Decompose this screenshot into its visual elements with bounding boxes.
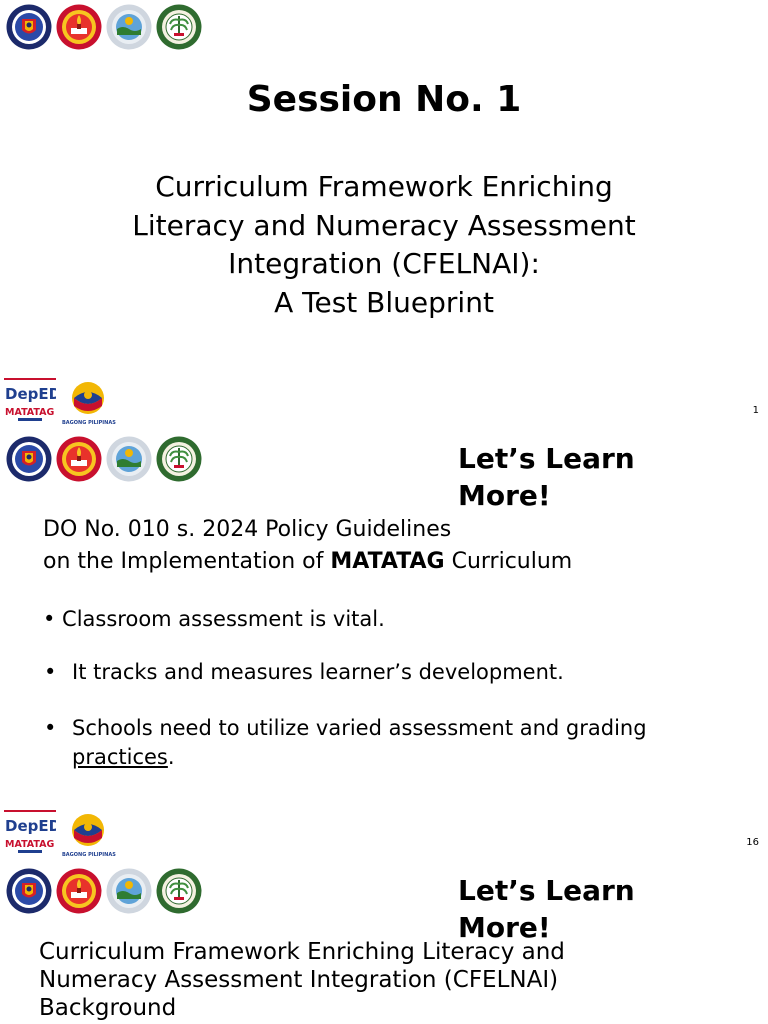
bullet-classroom-assessment: • Classroom assessment is vital. [43, 607, 385, 631]
subtitle-line: Curriculum Framework Enriching [155, 170, 613, 203]
bullet-dot: • [44, 660, 57, 684]
bagong-pilipinas-wordmark: BAGONG PILIPINAS [62, 852, 116, 858]
lets-learn-more-heading [458, 440, 718, 514]
bullet-text-part: Schools need to utilize varied assessment and grading [72, 716, 647, 740]
lets-learn-more-heading [458, 872, 718, 946]
bullet-text-part: . [167, 745, 175, 769]
division-of-laguna-seal-icon [106, 868, 152, 914]
heading-line: Let’s Learn [458, 874, 635, 907]
policy-line [43, 546, 743, 578]
bullet-dot: • [44, 716, 57, 740]
session-title: Session No. 1 [246, 79, 522, 120]
footer-logos [4, 810, 124, 860]
seal-logo-row [6, 436, 206, 484]
subtitle-line: Integration (CFELNAI): [228, 247, 540, 280]
deped-seal-icon [6, 4, 52, 50]
deped-wordmark: DepED [5, 817, 56, 835]
deped-seal-icon [6, 436, 52, 482]
national-high-school-seal-icon [156, 436, 202, 482]
seal-logo-row [6, 868, 206, 916]
heading-line: Let’s Learn [458, 442, 635, 475]
background-line: Background [39, 995, 177, 1021]
slide-3 [0, 864, 768, 1024]
page-number: 16 [746, 837, 759, 848]
subtitle-line: Literacy and Numeracy Assessment [132, 208, 636, 242]
tanggapan-seal-icon [56, 436, 102, 482]
national-high-school-seal-icon [156, 4, 202, 50]
matatag-wordmark: MATATAG [5, 839, 55, 850]
division-of-laguna-seal-icon [106, 4, 152, 50]
bagong-pilipinas-logo [62, 380, 116, 426]
cfelnai-background-text [39, 938, 739, 1022]
heading-line: More! [458, 911, 551, 944]
policy-line-text: on the Implementation of [43, 549, 331, 574]
background-line: Numeracy Assessment Integration (CFELNAI) [39, 967, 559, 993]
bullet-text [72, 714, 744, 772]
policy-line: DO No. 010 s. 2024 Policy Guidelines [43, 517, 452, 542]
national-high-school-seal-icon [156, 868, 202, 914]
footer-logos [4, 378, 124, 428]
deped-seal-icon [6, 868, 52, 914]
matatag-wordmark: MATATAG [5, 407, 55, 418]
session-subtitle [84, 168, 684, 322]
background-line: Curriculum Framework Enriching Literacy and [39, 939, 565, 965]
subtitle-line: A Test Blueprint [274, 285, 494, 319]
slide-2 [0, 432, 768, 864]
bullet-text: It tracks and measures learner’s development. [72, 660, 564, 684]
tanggapan-seal-icon [56, 868, 102, 914]
tanggapan-seal-icon [56, 4, 102, 50]
matatag-bold-text: MATATAG [330, 549, 445, 574]
deped-matatag-logo [4, 810, 56, 856]
practices-underlined-text: practices [72, 745, 168, 769]
policy-line-text: Curriculum [444, 549, 573, 574]
heading-line: More! [458, 479, 551, 512]
bagong-pilipinas-logo [62, 812, 116, 858]
deped-wordmark: DepED [5, 385, 56, 403]
page-number: 1 [752, 405, 759, 416]
division-of-laguna-seal-icon [106, 436, 152, 482]
seal-logo-row [6, 4, 206, 52]
bagong-pilipinas-wordmark: BAGONG PILIPINAS [62, 420, 116, 426]
policy-guidelines-text [43, 514, 743, 578]
deped-matatag-logo [4, 378, 56, 424]
slide-1 [0, 0, 768, 432]
